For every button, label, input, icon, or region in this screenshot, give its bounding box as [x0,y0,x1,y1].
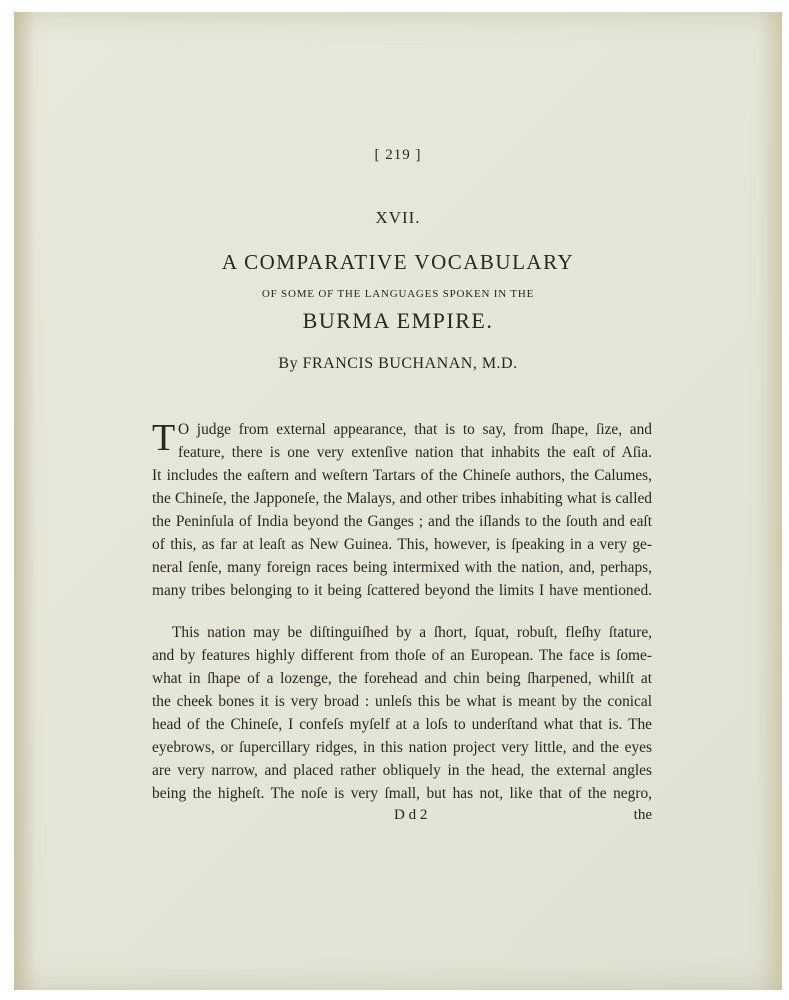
paragraph-1-line: of this, as far at leaſt as New Guinea. This, however, is ſpeaking in a very ge- [152,536,652,553]
paragraph-1-line: the Chineſe, the Japponeſe, the Malays, and other tribes inhabiting what is called [152,490,652,507]
paragraph-2-line: being the higheſt. The noſe is very ſmall, but has not, like that of the negro, [152,785,652,802]
paragraph-1-line: the Peninſula of India beyond the Ganges ; and the iſlands to the ſouth and eaſt [152,513,652,530]
drop-cap: T [152,417,176,459]
paragraph-2-line: This nation may be diſtinguiſhed by a ſhort, ſquat, robuſt, fleſhy ſtature, [172,624,652,641]
catchword: the [633,807,652,823]
paragraph-2-line: are very narrow, and placed rather obliquely in the head, the external angles [152,762,652,779]
article-subtitle: OF SOME OF THE LANGUAGES SPOKEN IN THE [261,288,535,300]
paragraph-2-line: and by features highly different from thoſe of an European. The face is ſome- [152,647,652,664]
chapter-number: XVII. [375,208,421,227]
paragraph-2-line: the cheek bones it is very broad : unleſs this be what is meant by the conical [152,693,652,710]
page-number: [ 219 ] [374,147,422,163]
paragraph-1-line: neral ſenſe, many foreign races being intermixed with the nation, and, perhaps, [152,559,652,576]
paragraph-2-line: head of the Chineſe, I confeſs myſelf at a loſs to underſtand what that is. The [152,716,652,733]
author-byline: By FRANCIS BUCHANAN, M.D. [278,355,518,372]
paragraph-2-line: what in ſhape of a lozenge, the forehead and chin being ſharpened, whilſt at [152,670,652,687]
book-page [14,12,782,990]
paragraph-1-line: It includes the eaſtern and weſtern Tartars of the Chineſe authors, the Calumes, [152,467,652,484]
paragraph-1-line: many tribes belonging to it being ſcattered beyond the limits I have mentioned. [152,582,652,599]
article-empire-heading: BURMA EMPIRE. [302,308,494,333]
paragraph-1-line: O judge from external appearance, that is to say, from ſhape, ſize, and [178,421,652,438]
paragraph-2-line: eyebrows, or ſupercillary ridges, in this nation project very little, and the eyes [152,739,652,756]
signature-mark: D d 2 [394,807,428,823]
paragraph-1-line: feature, there is one very extenſive nation that inhabits the eaſt of Aſia. [178,444,652,461]
article-title: A COMPARATIVE VOCABULARY [221,250,575,274]
